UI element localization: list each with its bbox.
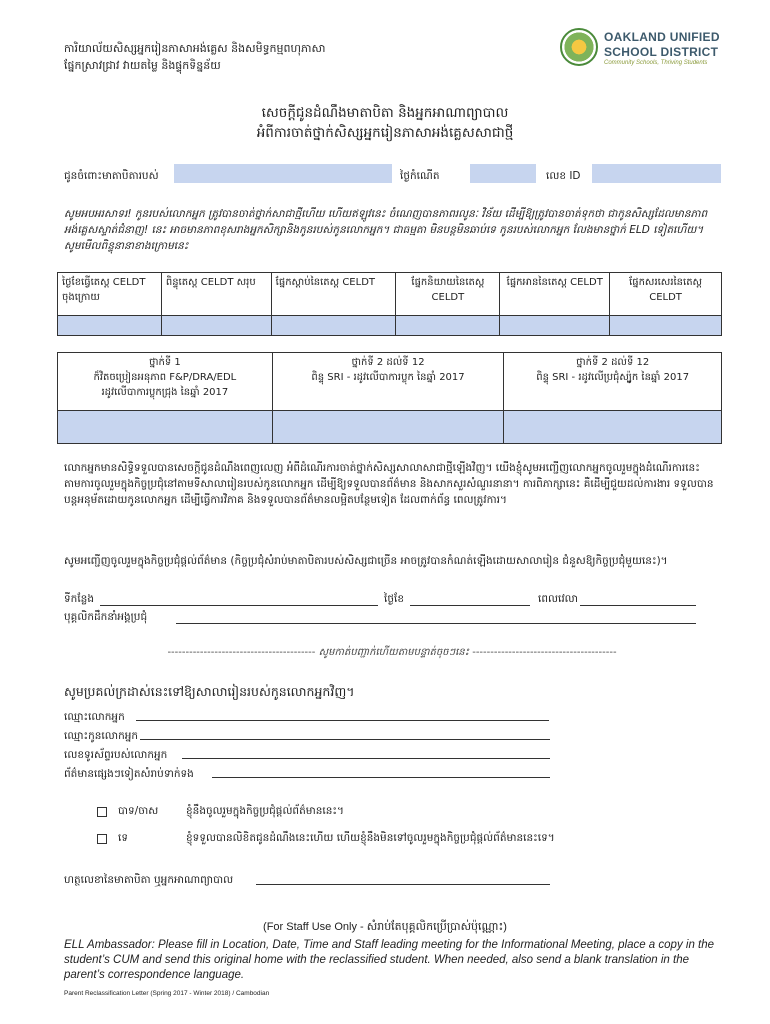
signature-input-line[interactable]	[256, 884, 550, 885]
grade1-header	[58, 353, 273, 411]
cut-line-divider	[64, 645, 720, 660]
yes-checkbox[interactable]	[97, 807, 107, 817]
parent-name-field[interactable]	[174, 164, 392, 183]
id-field[interactable]	[592, 164, 721, 183]
location-label: ទីកន្លែង	[64, 593, 94, 605]
cut-line-text: សូមកាត់បញ្ជាក់ហើយតាមបន្ទាត់ចុចៗនេះ	[318, 647, 470, 658]
info-paragraph: លោកអ្នកមានសិទ្ធិទទួលបានសេចក្តីជូនដំណឹងពេញលេញ អំពីដំណើរការចាត់ថ្នាក់សិស្សសាលាសាជាថ្មីឡើងវិញ។ យើងខ្ញុំសូមអញ្ជើញលោកអ្នកចូលរួមក្នុងដំណើរការនេះ តាមការចូលរួមក្នុងកិច្ចប្រជុំនៅតាមទីសាលារៀនរបស់កូនលោកអ្នក ដើម្បីឱ្យទទួលបានព័ត៌មាន និងសាកសួរសំណួរនានា។ ការពិភាក្សានេះ គឺដើម្បីជួយដល់ការងារ ទទួលបានបន្តអនុម័តដោយកូនលោកអ្នក ដើម្បីធ្វើការវិភាគ និងទទួលបានព័ត៌មានលម្អិតបន្ថែមទៀត ដែលពាក់ព័ន្ធ ពេលត្រូវការ។	[64, 462, 714, 506]
dob-field[interactable]	[470, 164, 536, 183]
celdt-speaking-cell[interactable]	[396, 316, 500, 336]
sri-spring-assessment: ពិន្ទុ SRI - រដូវលើប្រជុំស្ប៉ូក នៃឆ្នាំ 2017	[536, 372, 690, 383]
no-checkbox[interactable]	[97, 834, 107, 844]
reading-scores-table	[57, 352, 722, 444]
location-input-line[interactable]	[100, 605, 378, 606]
logo-tagline: Community Schools, Thriving Students	[604, 60, 708, 66]
intro-paragraph: សូមអបអរសាទរ! កូនរបស់លោកអ្នក ត្រូវបានចាត់ថ្នាក់សាជាថ្មីហើយ ហើយឥឡូវនេះ ចំណេញបានភាពរលូនៈ វិន័យ ដើម្បីឱ្យត្រូវបានចាត់ទុកថា ជាកូនសិស្សដែលមានភាពអង់គ្លេសស្ទាត់ជំនាញ! នេះ អាចមានភាពខុសរាងអ្នកសិក្សានិងកូនរបស់កូនលោកអ្នក។ ជាធម្មតា មិនបន្តមិនឆាប់ទេ កូនរបស់លោកអ្នក លែងមានថ្នាក់ ELD ទៀតហើយ។ សូមមើលពិន្ទុនានាខាងក្រោមនេះ	[64, 208, 708, 252]
staff-only-label: (For Staff Use Only - សំរាប់តែបុគ្គលិកប្រើប្រាស់ប៉ុណ្ណោះ)	[263, 921, 507, 933]
celdt-listening-cell[interactable]	[271, 316, 396, 336]
celdt-scores-table	[57, 272, 722, 336]
celdt-header-writing: ផ្នែកសរសេរនៃតេស្ត CELDT	[610, 273, 722, 316]
child-name-input-line[interactable]	[140, 739, 550, 740]
office-line-1: ការិយាល័យសិស្សអ្នករៀនភាសាអង់គ្លេស និងសមិទ្ធកម្មពហុភាសា	[64, 42, 326, 55]
no-label: ទេ	[118, 832, 128, 844]
celdt-writing-cell[interactable]	[610, 316, 722, 336]
yes-label: បាទ/ចាស	[118, 805, 159, 817]
date-label: ថ្ងៃខែ	[384, 593, 404, 605]
celdt-header-overall: ពិន្ទុតេស្ត CELDT សរុប	[161, 273, 271, 316]
grade1-season: រដូវលើបាការប្លុកជ្រុង នៃឆ្នាំ 2017	[101, 387, 229, 398]
sri-spring-score-cell[interactable]	[504, 411, 722, 444]
office-header	[64, 40, 325, 74]
return-heading: សូមប្រគល់ក្រដាស់នេះទៅឱ្យសាលារៀនរបស់កូនលោកអ្នកវិញ។	[64, 684, 355, 699]
grade1-score-cell[interactable]	[58, 411, 273, 444]
celdt-reading-cell[interactable]	[500, 316, 610, 336]
district-logo	[560, 26, 730, 72]
signature-label: ហត្ថលេខានៃមាតាបិតា ឬអ្នកអាណាព្យាបាល	[64, 874, 234, 886]
sri-fall-title: ថ្នាក់ទី 2 ដល់ទី 12	[351, 357, 425, 368]
sri-fall-score-cell[interactable]	[272, 411, 504, 444]
dob-label: ថ្ងៃកំណើត	[400, 170, 440, 182]
sri-spring-header	[504, 353, 722, 411]
sri-spring-title: ថ្នាក់ទី 2 ដល់ទី 12	[576, 357, 650, 368]
celdt-header-reading: ផ្នែកអាននៃតេស្ត CELDT	[500, 273, 610, 316]
footer-text: Parent Reclassification Letter (Spring 2017 - Winter 2018) / Cambodian	[64, 990, 270, 997]
celdt-overall-cell[interactable]	[161, 316, 271, 336]
parent-label: ជូនចំពោះមាតាបិតារបស់	[64, 170, 159, 182]
grade1-assessment: ក៏វិតចប្រៀនអនុភាព F&P/DRA/EDL	[93, 372, 237, 383]
time-input-line[interactable]	[580, 605, 696, 606]
celdt-header-date: ថ្ងៃខែធ្វើតេស្ត CELDT ចុងក្រោយ	[58, 273, 162, 316]
no-text: ខ្ញុំទទួលបានលិខិតជូនដំណឹងនេះហើយ ហើយខ្ញុំនឹងមិនទៅចូលរួមក្នុងកិច្ចប្រជុំផ្ដល់ព័ត៌មាននេះទេ។	[186, 832, 555, 844]
celdt-header-speaking: ផ្នែកនិយាយនៃតេស្ត CELDT	[396, 273, 500, 316]
office-line-2: ផ្នែកស្រាវជ្រាវ វាយតម្លៃ និងផ្ទុកទិន្នន័យ	[64, 59, 221, 72]
meeting-paragraph: សូមអញ្ជើញចូលរួមក្នុងកិច្ចប្រជុំផ្ដល់ព័ត៌មាន (កិច្ចប្រជុំសំរាប់មាតាបិតារបស់សិស្សជាច្រើន អាចត្រូវបានកំណត់ឡើងដោយសាលារៀន ជំនួសឱ្យកិច្ចប្រជុំមួយនេះ)។	[64, 555, 668, 567]
name-input-line[interactable]	[136, 720, 549, 721]
phone-label: លេខទូរស័ព្ទរបស់លោកអ្នក	[64, 749, 168, 761]
title-line-2: អំពីការចាត់ថ្នាក់សិស្សអ្នករៀនភាសាអង់គ្លេសសាជាថ្មី	[256, 125, 514, 141]
celdt-header-listening: ផ្នែកស្ដាប់នៃតេស្ត CELDT	[271, 273, 396, 316]
time-label: ពេលវេលា	[538, 593, 578, 605]
cut-line-dashes-left: -----------------------------------------	[167, 647, 316, 658]
grade1-title: ថ្នាក់ទី 1	[148, 357, 181, 368]
date-input-line[interactable]	[410, 605, 530, 606]
child-name-label: ឈ្មោះកូនលោកអ្នក	[64, 730, 139, 742]
cut-line-dashes-right: ----------------------------------------	[472, 647, 617, 658]
ambassador-note: ELL Ambassador: Please fill in Location, Date, Time and Staff leading meeting for the Informational Meeting, place a copy in the student’s CUM and send this original home with the reclassified student. When needed, also send a blank translation in the parent’s correspondence language.	[64, 939, 715, 981]
yes-text: ខ្ញុំនឹងចូលរួមក្នុងកិច្ចប្រជុំផ្ដល់ព័ត៌មាននេះ។	[186, 805, 344, 817]
other-contact-label: ព័ត៌មានផ្សេងៗទៀតសំរាប់ទាក់ទង	[64, 768, 194, 780]
logo-name-line-1: OAKLAND UNIFIED	[604, 30, 720, 44]
other-contact-input-line[interactable]	[212, 777, 550, 778]
phone-input-line[interactable]	[182, 758, 550, 759]
title-line-1: សេចក្ដីជូនដំណឹងមាតាបិតា និងអ្នកអាណាព្យាបាល	[261, 105, 509, 121]
celdt-date-cell[interactable]	[58, 316, 162, 336]
logo-name-line-2: SCHOOL DISTRICT	[604, 45, 719, 59]
id-label: លេខ ID	[546, 170, 581, 182]
leader-input-line[interactable]	[176, 623, 696, 624]
name-label: ឈ្មោះលោកអ្នក	[64, 711, 125, 723]
leader-label: បុគ្គលិកដឹកនាំអង្គប្រជុំ	[64, 611, 148, 623]
sri-fall-assessment: ពិន្ទុ SRI - រដូវលើបាការប្លុក នៃឆ្នាំ 2017	[311, 372, 465, 383]
sri-fall-header	[272, 353, 504, 411]
district-seal-icon	[560, 28, 598, 66]
